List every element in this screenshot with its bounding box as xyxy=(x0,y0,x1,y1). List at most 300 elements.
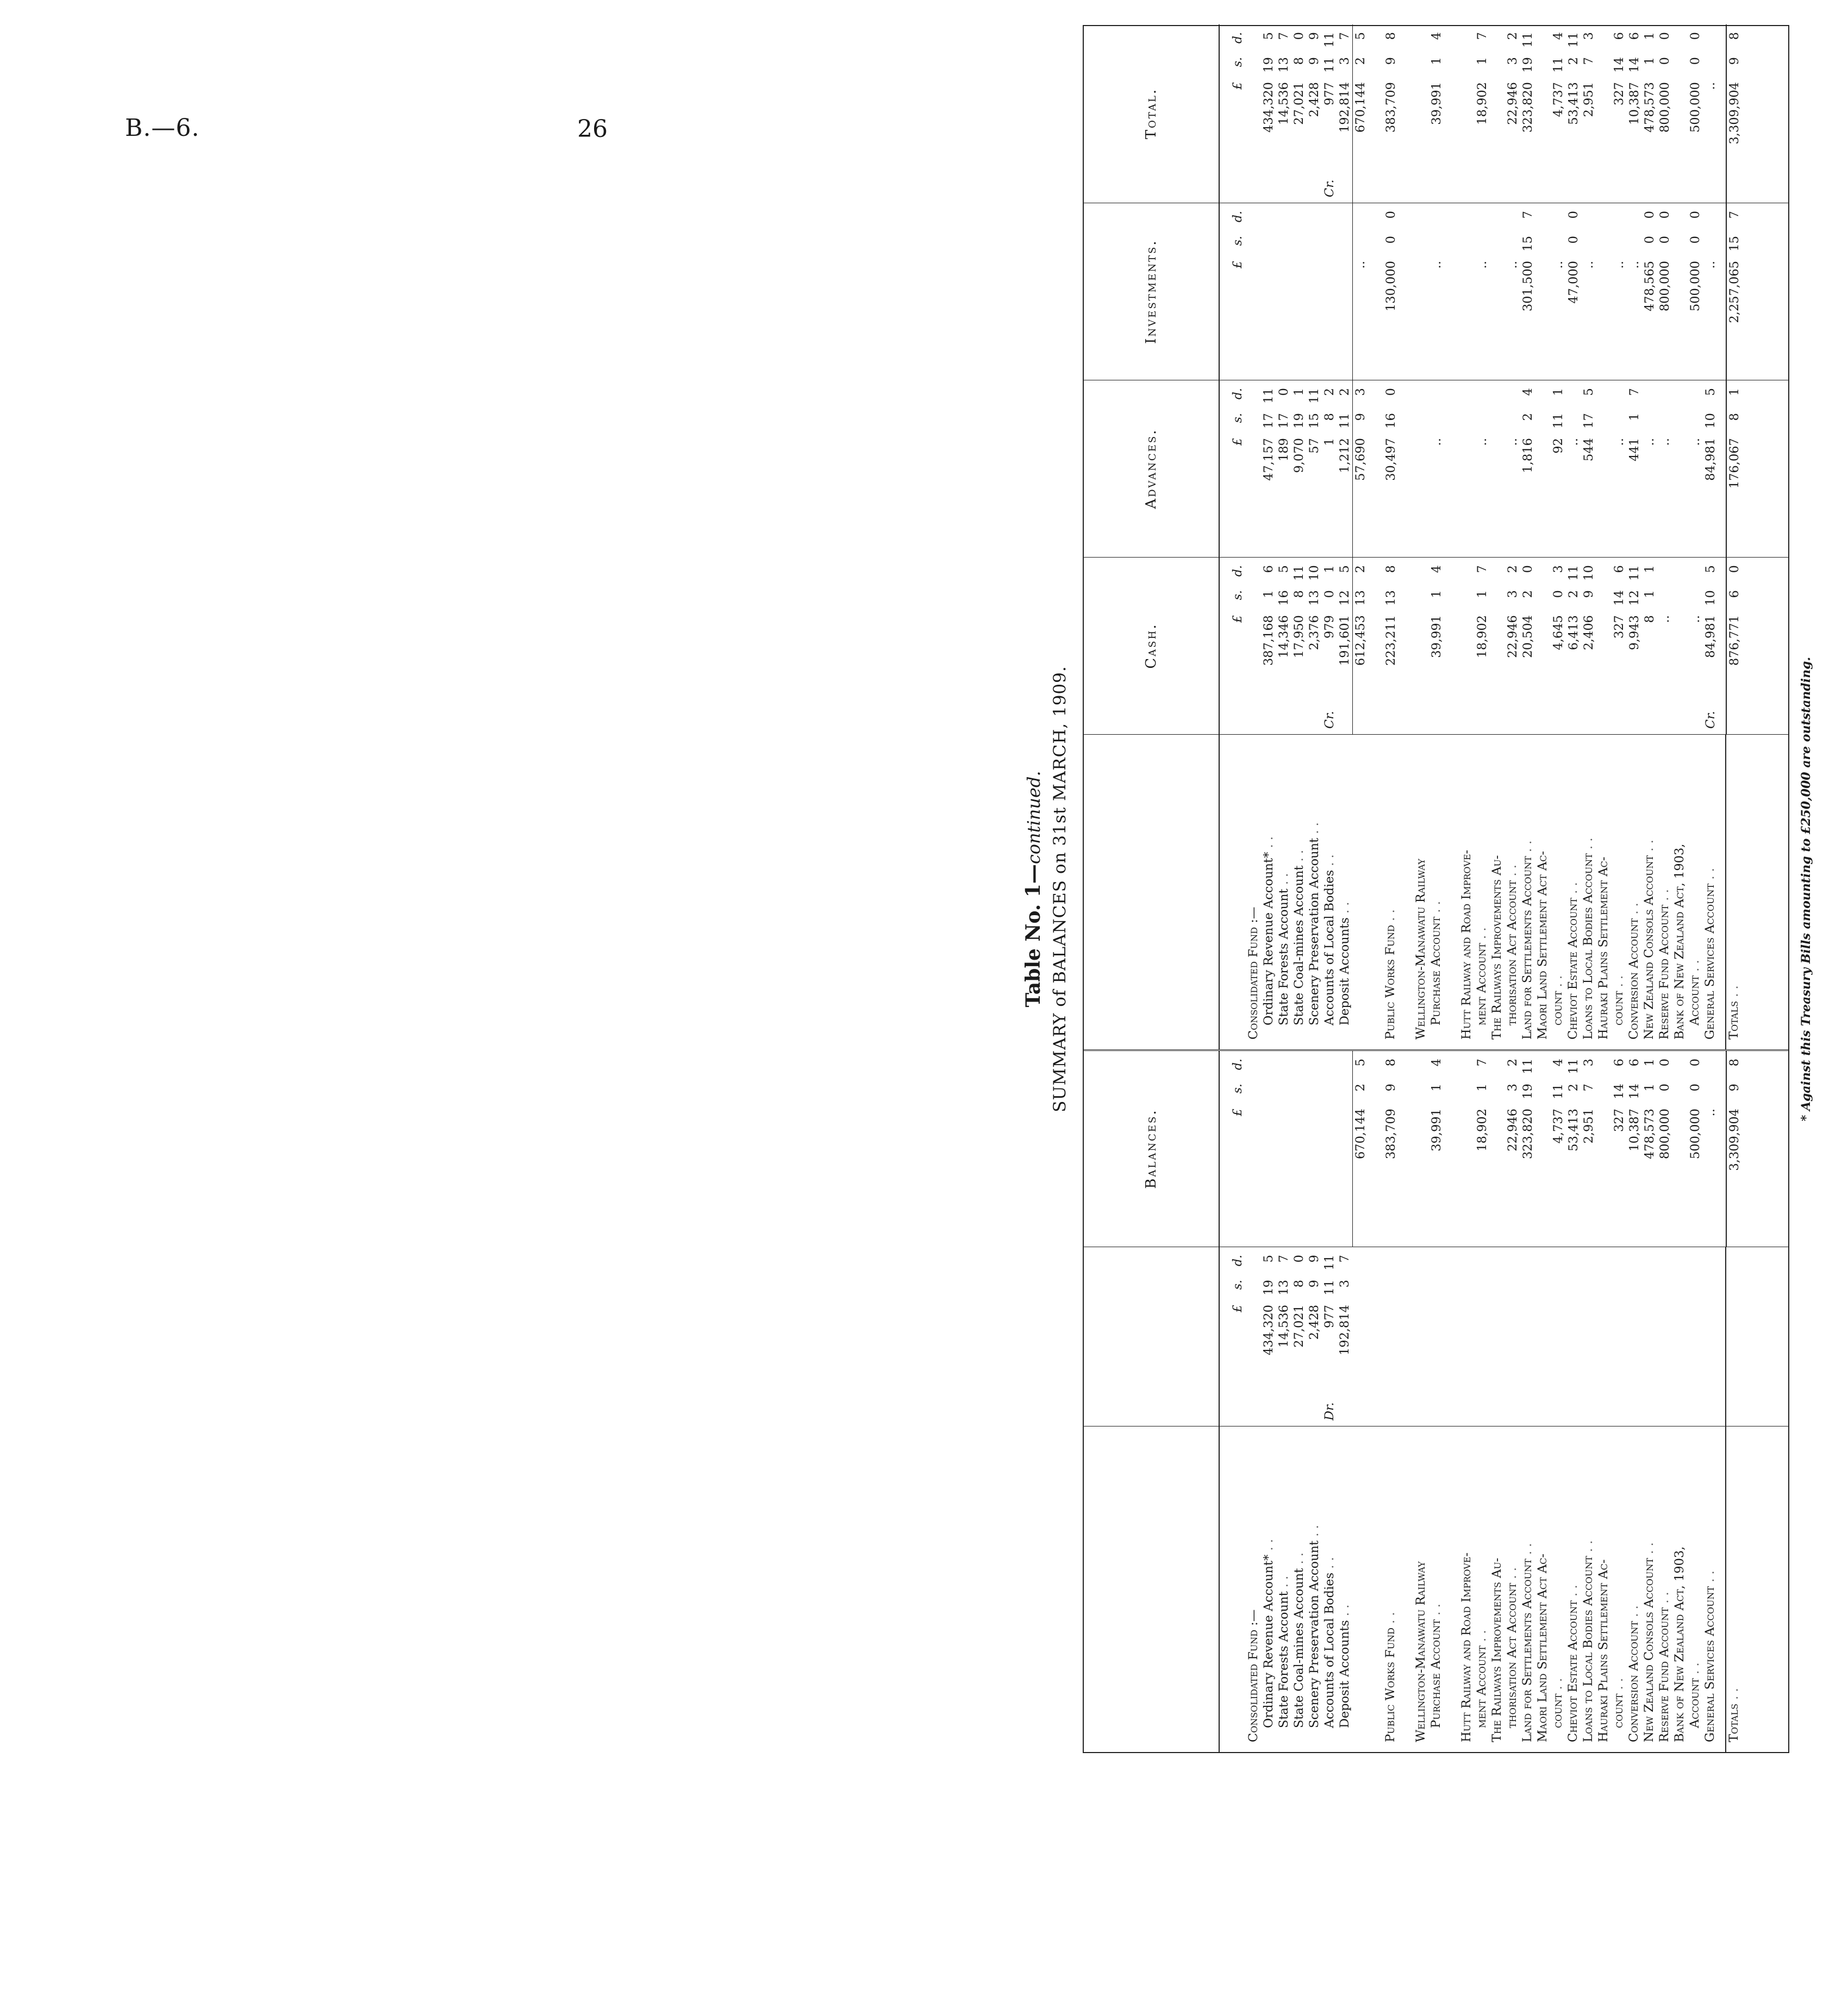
right-account-label: Account xyxy=(1688,975,1702,1025)
pence-value: 1 xyxy=(1322,565,1337,573)
pounds-value: 2,951 xyxy=(1582,1109,1596,1144)
cash-row xyxy=(1520,558,1535,734)
shilling-unit: s. xyxy=(1231,590,1245,600)
pence-value: 7 xyxy=(1475,1059,1489,1067)
right-account-row xyxy=(1383,735,1398,1049)
shillings-value: 13 xyxy=(1277,1280,1291,1296)
leader-dots: . . xyxy=(1551,975,1565,991)
left-account-row xyxy=(1641,1426,1657,1752)
right-account-row xyxy=(1581,735,1596,1049)
pence-value: 0 xyxy=(1643,211,1657,219)
shillings-value: 1 xyxy=(1429,1084,1444,1092)
pence-value: 0 xyxy=(1688,1059,1702,1067)
leader-dots: . . xyxy=(1429,901,1443,917)
investments-row xyxy=(1688,203,1703,380)
right-account-label: ment Account xyxy=(1475,943,1489,1025)
balance-row xyxy=(1596,1051,1612,1247)
pence-value: 6 xyxy=(1627,32,1641,40)
pence-value: 7 xyxy=(1627,388,1641,396)
pounds-value: 22,946 xyxy=(1506,82,1520,125)
right-account-row xyxy=(1489,735,1504,1049)
shillings-value: 9 xyxy=(1582,590,1596,598)
leader-dots: . . xyxy=(1703,1570,1717,1586)
pounds-value: 84,981 xyxy=(1703,438,1718,481)
shillings-value xyxy=(1566,413,1581,438)
spacer xyxy=(1368,735,1383,1049)
spacer xyxy=(1368,1247,1383,1426)
left-account-label: Land for Settlements Account xyxy=(1520,1559,1534,1742)
pounds-value: 192,814 xyxy=(1338,82,1352,133)
total_col-row xyxy=(1291,24,1307,203)
investments-row xyxy=(1383,203,1399,380)
left-account-row xyxy=(1383,1426,1398,1752)
advances-row xyxy=(1459,380,1475,557)
leader-dots: . . xyxy=(1688,960,1702,975)
shillings-value: 1 xyxy=(1475,57,1489,65)
pence-value: 0 xyxy=(1688,211,1702,219)
shillings-value: 9 xyxy=(1307,57,1321,65)
page-reference: B.—6. xyxy=(125,114,200,142)
spacer xyxy=(1368,380,1383,557)
pence-value: 11 xyxy=(1322,32,1337,48)
pence-value: 7 xyxy=(1475,565,1489,573)
investments-row xyxy=(1581,203,1596,380)
left-account-row xyxy=(1322,1426,1337,1752)
investments-units xyxy=(1231,203,1246,380)
pence-value: 11 xyxy=(1307,388,1321,404)
advances-row xyxy=(1352,380,1368,557)
right-account-row xyxy=(1611,735,1626,1049)
shillings-value: 11 xyxy=(1551,1084,1565,1099)
shillings-value: 8 xyxy=(1292,1280,1306,1288)
balance-row xyxy=(1307,1051,1322,1247)
total_col-row xyxy=(1581,24,1596,203)
cash-row xyxy=(1352,558,1368,734)
right-account-row xyxy=(1428,735,1444,1049)
pence-value: 3 xyxy=(1582,32,1596,40)
advances-row xyxy=(1276,380,1291,557)
right-account-label: Consolidated Fund :— xyxy=(1246,906,1260,1040)
spacer xyxy=(1444,735,1459,1049)
left-account-label: Bank of New Zealand Act, 1903, xyxy=(1672,1546,1687,1742)
shillings-value: 8 xyxy=(1322,413,1337,421)
balance-row xyxy=(1322,1051,1337,1247)
cash-row xyxy=(1261,558,1276,734)
right-account-row xyxy=(1702,735,1718,1049)
pounds-value: 670,144 xyxy=(1353,1109,1368,1160)
spacer xyxy=(1444,1051,1459,1247)
shillings-value: 16 xyxy=(1277,590,1291,606)
total_col-row xyxy=(1703,24,1718,203)
right-account-label: Purchase Account xyxy=(1429,916,1443,1025)
balance-row xyxy=(1672,1051,1688,1247)
pounds-value: 1,212 xyxy=(1338,438,1352,473)
summary-body xyxy=(1220,24,1788,1049)
pounds-value: 14,346 xyxy=(1277,615,1291,658)
pence-value: 8 xyxy=(1384,1059,1398,1067)
pounds-value: 27,021 xyxy=(1292,82,1306,125)
advances-row xyxy=(1307,380,1322,557)
balance-row xyxy=(1642,1051,1657,1247)
pence-value: 2 xyxy=(1353,565,1368,573)
left-account-label: Accounts of Local Bodies xyxy=(1322,1572,1337,1728)
pence-value: 4 xyxy=(1551,32,1565,40)
cash-units xyxy=(1231,558,1246,734)
left-account-label: The Railways Improvements Au- xyxy=(1490,1557,1504,1742)
cash-row xyxy=(1726,558,1742,734)
left-account-label: Totals xyxy=(1727,1703,1741,1742)
right-account-label: Scenery Preservation Account xyxy=(1307,837,1321,1025)
detail-row xyxy=(1352,1247,1368,1426)
left-account-row xyxy=(1520,1426,1535,1752)
pence-value: 7 xyxy=(1277,1255,1291,1263)
advances-row xyxy=(1703,380,1718,557)
pounds-value: 20,504 xyxy=(1521,615,1535,658)
table-title-suffix: continued. xyxy=(1023,771,1044,865)
right-account-label: Hauraki Plains Settlement Ac- xyxy=(1596,856,1610,1040)
pence-value: 3 xyxy=(1551,565,1565,573)
pence-value: 8 xyxy=(1727,32,1741,40)
balances-block xyxy=(1084,1049,1788,1752)
leader-dots: . . xyxy=(1642,840,1656,855)
leader-dots: . . xyxy=(1338,1604,1352,1620)
detail-row xyxy=(1428,1247,1444,1426)
right-account-label: Conversion Account xyxy=(1627,918,1641,1040)
pence-value: 7 xyxy=(1338,32,1352,40)
pence-value: 5 xyxy=(1262,32,1276,40)
detail-row xyxy=(1489,1247,1504,1426)
pence-value: 7 xyxy=(1338,1255,1352,1263)
shillings-value: 0 xyxy=(1384,236,1398,244)
shillings-value xyxy=(1703,236,1718,261)
left-account-label: State Coal-mines Account xyxy=(1292,1568,1306,1728)
footnote: * Against this Treasury Bills amounting to £250,000 are outstanding. xyxy=(1799,656,1813,1122)
pence-value: 11 xyxy=(1292,565,1306,581)
advances-row xyxy=(1475,380,1490,557)
shillings-value: 1 xyxy=(1475,1084,1489,1092)
shillings-value: 0 xyxy=(1658,236,1672,244)
detail-row xyxy=(1322,1247,1337,1426)
pounds-value: .. xyxy=(1506,438,1520,446)
pounds-value: 2,257,065 xyxy=(1727,261,1741,323)
cash-row xyxy=(1672,558,1688,734)
shillings-value: 1 xyxy=(1643,1084,1657,1092)
total_col-row xyxy=(1475,24,1490,203)
total_col-row xyxy=(1505,24,1520,203)
detail-row xyxy=(1337,1247,1352,1426)
right-account-label: Land for Settlements Account xyxy=(1520,856,1534,1040)
right-account-label: Cheviot Estate Account xyxy=(1566,897,1580,1040)
pounds-value: 191,601 xyxy=(1338,615,1352,666)
spacer xyxy=(1444,203,1459,380)
pence-value xyxy=(1429,388,1444,413)
pence-value xyxy=(1566,388,1581,413)
pounds-value: 612,453 xyxy=(1353,615,1368,666)
pounds-value: 1 xyxy=(1322,438,1337,446)
pence-value: 8 xyxy=(1384,32,1398,40)
pence-value xyxy=(1429,211,1444,236)
advances-row xyxy=(1657,380,1672,557)
right-account-label: General Services Account xyxy=(1703,883,1717,1040)
leader-dots: . . xyxy=(1581,1540,1595,1556)
cash-row xyxy=(1322,558,1337,734)
cash-row xyxy=(1429,558,1444,734)
pounds-value: 130,000 xyxy=(1384,261,1398,312)
investments-row xyxy=(1672,203,1688,380)
left-account-row xyxy=(1657,1426,1672,1752)
pence-value xyxy=(1642,388,1657,413)
shillings-value xyxy=(1657,590,1672,615)
spacer xyxy=(1368,1051,1383,1247)
advances-row xyxy=(1383,380,1399,557)
balance-row xyxy=(1726,1051,1742,1247)
pounds-value: 14,536 xyxy=(1277,1305,1291,1348)
shillings-value: 12 xyxy=(1627,590,1641,606)
pounds-value: .. xyxy=(1475,438,1489,446)
investments-row xyxy=(1261,203,1276,380)
total_col-row xyxy=(1352,24,1368,203)
left-account-label: Public Works Fund xyxy=(1383,1627,1397,1742)
balance-row xyxy=(1505,1051,1520,1247)
pence-value: 5 xyxy=(1277,565,1291,573)
advances-row xyxy=(1672,380,1688,557)
pounds-value: 39,991 xyxy=(1429,82,1444,125)
shillings-value: 0 xyxy=(1551,590,1565,598)
table-title-text: Table No. 1— xyxy=(1022,864,1045,1008)
pence-value: 10 xyxy=(1582,565,1596,581)
spacer xyxy=(1718,1426,1725,1752)
pounds-value: .. xyxy=(1582,261,1596,269)
pound-unit: £ xyxy=(1231,615,1245,623)
pounds-value: 18,902 xyxy=(1475,615,1489,658)
right-account-row xyxy=(1413,735,1428,1049)
detail-row xyxy=(1291,1247,1307,1426)
credit-marker: Cr. xyxy=(1703,711,1718,729)
total_col-row xyxy=(1429,24,1444,203)
shillings-value: 1 xyxy=(1429,57,1444,65)
pence-value xyxy=(1505,388,1520,413)
left-account-header xyxy=(1084,1426,1219,1752)
right-account-row xyxy=(1687,735,1702,1049)
left-account-row xyxy=(1307,1426,1322,1752)
pounds-value: 2,376 xyxy=(1307,615,1321,650)
pounds-value: 47,157 xyxy=(1262,438,1276,481)
left-account-label: count xyxy=(1612,1693,1626,1728)
detail-row xyxy=(1459,1247,1474,1426)
balance-row xyxy=(1337,1051,1352,1247)
advances-row xyxy=(1688,380,1703,557)
total_col-row xyxy=(1307,24,1322,203)
pence-value: 6 xyxy=(1612,32,1626,40)
pounds-value: .. xyxy=(1506,261,1520,269)
advances-row xyxy=(1429,380,1444,557)
advances-row xyxy=(1414,380,1429,557)
cash-row xyxy=(1291,558,1307,734)
leader-dots: . . xyxy=(1566,1585,1580,1600)
right-account-row xyxy=(1520,735,1535,1049)
shillings-value: 3 xyxy=(1506,590,1520,598)
pence-value: 5 xyxy=(1703,388,1718,396)
investments-row xyxy=(1307,203,1322,380)
pence-value: 8 xyxy=(1384,565,1398,573)
left-account-row xyxy=(1702,1426,1718,1752)
advances-units xyxy=(1231,380,1246,557)
leader-dots: . . xyxy=(1307,1525,1321,1541)
total_col-row xyxy=(1414,24,1429,203)
pence-value: 6 xyxy=(1627,1059,1641,1067)
total_col-row xyxy=(1688,24,1703,203)
detail-row xyxy=(1702,1247,1718,1426)
total_col-row xyxy=(1642,24,1657,203)
detail-units xyxy=(1231,1247,1246,1426)
balance-row xyxy=(1566,1051,1581,1247)
leader-dots: . . xyxy=(1505,865,1519,880)
pence-value: 0 xyxy=(1384,211,1398,219)
investments-row xyxy=(1566,203,1581,380)
left-account-label: Purchase Account xyxy=(1429,1619,1443,1728)
balance-row xyxy=(1246,1051,1261,1247)
pounds-value: .. xyxy=(1643,438,1657,446)
left-account-row xyxy=(1581,1426,1596,1752)
detail-row xyxy=(1611,1247,1626,1426)
right-account-label: Ordinary Revenue Account* xyxy=(1262,852,1276,1025)
pounds-value: 47,000 xyxy=(1566,261,1581,304)
leader-dots: . . xyxy=(1475,927,1489,943)
balances-column-header: Balances. xyxy=(1143,1109,1159,1189)
pounds-value: 223,211 xyxy=(1384,615,1398,666)
table-title xyxy=(1022,25,1045,1753)
pounds-value: 22,946 xyxy=(1506,1109,1520,1152)
pounds-value: 189 xyxy=(1277,438,1291,461)
right-account-row xyxy=(1725,735,1741,1049)
shillings-value xyxy=(1703,57,1718,82)
leader-dots: . . xyxy=(1383,909,1397,925)
pence-value: 0 xyxy=(1658,1059,1672,1067)
balance-row xyxy=(1291,1051,1307,1247)
leader-dots: . . xyxy=(1627,1605,1641,1621)
shillings-value: 0 xyxy=(1688,57,1702,65)
shillings-value: 8 xyxy=(1292,590,1306,598)
shillings-value: 12 xyxy=(1338,590,1352,606)
left-account-row xyxy=(1413,1426,1428,1752)
left-account-label: Wellington-Manawatu Railway xyxy=(1414,1561,1428,1742)
balance-row xyxy=(1581,1051,1596,1247)
shillings-value xyxy=(1703,1084,1718,1109)
right-account-row xyxy=(1550,735,1565,1049)
pence-value: 3 xyxy=(1353,388,1368,396)
pence-value: 1 xyxy=(1643,565,1657,573)
shilling-unit: s. xyxy=(1231,413,1245,423)
left-account-row xyxy=(1672,1426,1687,1752)
balances-table xyxy=(1083,25,1789,1753)
left-account-row xyxy=(1565,1426,1581,1752)
right-account-row xyxy=(1626,735,1641,1049)
shillings-value: 17 xyxy=(1277,413,1291,429)
pounds-value: 84,981 xyxy=(1703,615,1718,658)
shillings-value: 19 xyxy=(1262,57,1276,73)
pence-value: 6 xyxy=(1262,565,1276,573)
shillings-value: 15 xyxy=(1727,236,1741,252)
spacer xyxy=(1444,24,1459,203)
pounds-value: 57,690 xyxy=(1353,438,1368,481)
cash-row xyxy=(1612,558,1627,734)
pence-value: 4 xyxy=(1429,1059,1444,1067)
pounds-value: 9,943 xyxy=(1627,615,1641,650)
shillings-value: 15 xyxy=(1307,413,1321,429)
shillings-value: 19 xyxy=(1292,413,1306,429)
spacer xyxy=(1368,1426,1383,1752)
pence-value xyxy=(1551,211,1566,236)
shillings-value: 2 xyxy=(1353,1084,1368,1092)
shillings-value xyxy=(1612,413,1627,438)
right-account-row xyxy=(1641,735,1657,1049)
right-account-label: Bank of New Zealand Act, 1903, xyxy=(1672,843,1687,1040)
pounds-value: 301,500 xyxy=(1521,261,1535,312)
pounds-value: 478,573 xyxy=(1643,1109,1657,1160)
pence-value: 0 xyxy=(1727,565,1741,573)
detail-row xyxy=(1474,1247,1489,1426)
cash-row xyxy=(1596,558,1612,734)
pounds-value: .. xyxy=(1551,261,1565,269)
balance-row xyxy=(1657,1051,1672,1247)
detail-row xyxy=(1383,1247,1398,1426)
pounds-value: 176,067 xyxy=(1727,438,1741,489)
total_col-row xyxy=(1596,24,1612,203)
pence-unit: d. xyxy=(1231,32,1245,44)
pounds-value: 30,497 xyxy=(1384,438,1398,481)
shillings-value: 13 xyxy=(1307,590,1321,606)
right-account-row xyxy=(1504,735,1520,1049)
shillings-value: 9 xyxy=(1307,1280,1321,1288)
pounds-value: 2,428 xyxy=(1307,1305,1321,1340)
detail-row xyxy=(1520,1247,1535,1426)
shillings-value: 1 xyxy=(1643,590,1657,598)
shillings-value xyxy=(1657,413,1672,438)
shillings-value: 0 xyxy=(1688,1084,1702,1092)
leader-dots: . . xyxy=(1262,1539,1276,1555)
pence-value: 11 xyxy=(1566,1059,1581,1074)
pence-value xyxy=(1657,565,1672,590)
pence-value: 5 xyxy=(1353,1059,1368,1067)
pounds-value: 500,000 xyxy=(1688,82,1702,133)
balance-row xyxy=(1612,1051,1627,1247)
left-account-label: Loans to Local Bodies Account xyxy=(1581,1556,1595,1742)
shillings-value: 14 xyxy=(1612,57,1626,73)
spacer xyxy=(1444,380,1459,557)
advances-row xyxy=(1535,380,1551,557)
spacer xyxy=(1399,24,1414,203)
pence-value: 0 xyxy=(1566,211,1581,219)
leader-dots: . . xyxy=(1566,882,1580,898)
shillings-value xyxy=(1353,236,1368,261)
right-account-row xyxy=(1459,735,1474,1049)
right-account-label: count xyxy=(1551,991,1565,1025)
balance-row xyxy=(1383,1051,1399,1247)
pence-value: 1 xyxy=(1551,388,1565,396)
pounds-value: .. xyxy=(1658,615,1672,623)
investments-row xyxy=(1657,203,1672,380)
spacer xyxy=(1368,203,1383,380)
left-account-row xyxy=(1291,1426,1307,1752)
shillings-value: 7 xyxy=(1582,57,1596,65)
cash-row xyxy=(1475,558,1490,734)
pence-value: 2 xyxy=(1506,32,1520,40)
pence-value: 9 xyxy=(1307,32,1321,40)
shillings-value: 11 xyxy=(1551,413,1565,429)
cash-row xyxy=(1627,558,1642,734)
shillings-value: 13 xyxy=(1277,57,1291,73)
pounds-value: 327 xyxy=(1612,615,1626,639)
